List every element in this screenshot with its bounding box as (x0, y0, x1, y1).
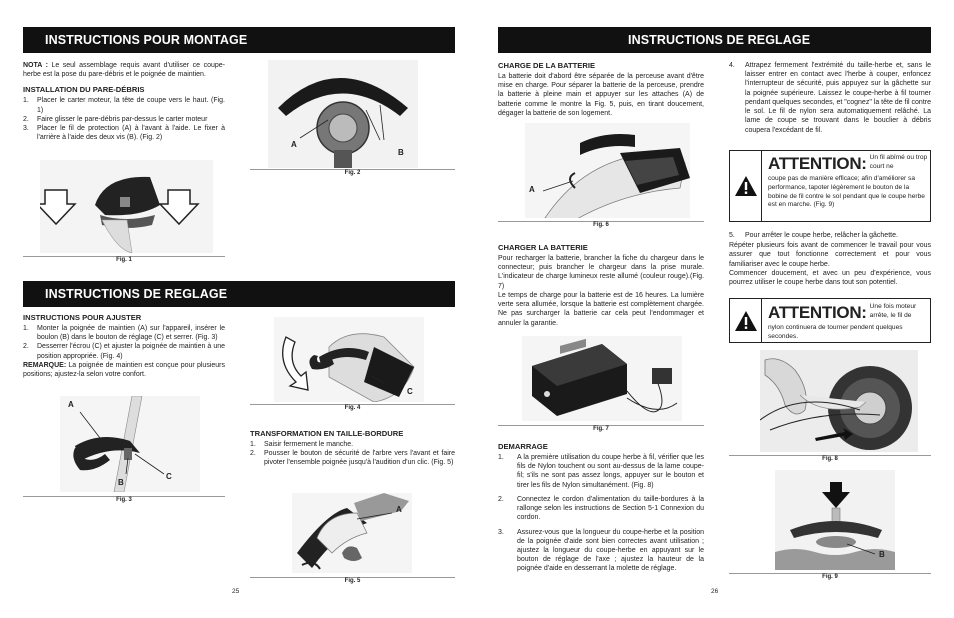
transformation-step: 1. Saisir fermement le manche. (250, 440, 354, 448)
charger-paragraph-2: Le temps de charge pour la batterie est de 16 heures. La lumière verte sera allumée, lorsque la batterie est complètement chargée. Ne pas surcharger la batterie car cela peut l'endommager et annuler la garantie. (498, 291, 704, 327)
attention-box-1 (729, 150, 931, 222)
ajuster-step: 2. Desserrer l'écrou (C) et ajuster la poignée de maintien à une position appropriée. (Fig. 4) (23, 343, 225, 360)
attention-1-word: ATTENTION: (768, 154, 867, 173)
charger-heading: CHARGER LA BATTERIE (498, 243, 588, 252)
fig9-caption: Fig. 9 (822, 574, 838, 580)
installation-heading: INSTALLATION DU PARE-DÉBRIS (23, 85, 145, 95)
ajuster-step: 1. Monter la poignée de maintien (A) sur l'appareil, insérer le boulon (B) dans le bouton de réglage (C) et serrer. (Fig. 3) (23, 324, 225, 342)
fig4-illustration (274, 317, 424, 402)
transformation-steps (250, 440, 455, 468)
attention-box-2-header (768, 302, 928, 324)
demarrage-steps (498, 453, 704, 574)
installation-step: 1. Placer le carter moteur, la tête de coupe vers le haut. (Fig. 1) (23, 97, 225, 114)
banner-montage-title: INSTRUCTIONS POUR MONTAGE (45, 33, 248, 47)
fig2-caption: Fig. 2 (344, 170, 361, 176)
warning-triangle-icon (734, 310, 758, 332)
fig6-label-a: A (529, 185, 535, 194)
nota-text: Le seul assemblage requis avant d'utiliser ce coupe-herbe est la pose du pare-débris et le poignée de maintien. (23, 62, 226, 79)
fig6-illustration (525, 123, 690, 218)
banner-reglage-left (23, 281, 455, 307)
ajuster-steps (23, 324, 225, 361)
warning-triangle-icon (734, 175, 758, 197)
step5-item: 5. Pour arrêter le coupe herbe, relâcher la gâchette. (729, 232, 898, 239)
fig9-label-b: B (879, 550, 885, 559)
step4-block (729, 61, 931, 135)
banner-reglage-right-title: INSTRUCTIONS DE REGLAGE (628, 33, 811, 47)
fig4-label-c: C (407, 387, 413, 396)
commencer-paragraph: Commencer doucement, et avec un peu d'expérience, vous pourrez utiliser le coupe herbe dans tout son potentiel. (729, 269, 931, 287)
fig6-caption: Fig. 6 (593, 222, 609, 228)
attention-box-2 (729, 298, 931, 343)
fig8-illustration (760, 350, 918, 452)
remarque-label: REMARQUE: (23, 361, 67, 369)
fig5-label-a: A (396, 505, 402, 514)
demarrage-heading: DEMARRAGE (498, 442, 548, 451)
demarrage-text-column (498, 442, 704, 574)
demarrage-step: 3. Assurez-vous que la longueur du coupe-herbe et la position de la poignée d'aide sont bien correctes avant utilisation ; ajustez la longueur du coupe-herbe en appuyant sur le bouton de réglage de l'axe ; ajustez la hauteur de la poignée d'aide en desserrant la molette de réglage. (498, 528, 704, 573)
fig7-caption: Fig. 7 (593, 426, 609, 432)
ajuster-text-column (23, 313, 225, 379)
installation-steps (23, 96, 225, 142)
fig9-illustration (775, 470, 895, 570)
remarque-text: La poignée de maintien est conçue pour plusieurs positions; ajustez-la selon votre confort. (23, 361, 225, 379)
ajuster-heading: INSTRUCTIONS POUR AJUSTER (23, 313, 142, 322)
montage-text-column (23, 61, 225, 143)
banner-montage (23, 27, 455, 53)
charge-paragraph: La batterie doit d'abord être séparée de la perceuse avant d'être mise en charge. Pour séparer la batterie de la perceuse, prendre la batterie à pleine main et appuyer sur les attaches (A) de batterie comme le montre la Fig. 5, puis, en tirant doucement, dégager la batterie de son logement. (498, 72, 704, 117)
fig4-caption: Fig. 4 (344, 405, 361, 411)
charger-text-column (498, 243, 704, 328)
demarrage-step: 1. A la première utilisation du coupe herbe à fil, vérifier que les fils de Nylon touchent ou sont au-dessus de la lame coupe-fil; s'ils ne sont pas assez longs, appuyer sur le bouton et tirer les fils de Nylon simultanément. (Fig. 8) (498, 453, 704, 489)
attention-box-1-icon-cell (730, 151, 762, 221)
attention-2-word: ATTENTION: (768, 303, 867, 322)
charge-text-column (498, 61, 704, 118)
transformation-text-column (250, 429, 455, 468)
attention-box-1-header (768, 153, 928, 175)
fig3-caption: Fig. 3 (116, 497, 132, 503)
left-page-number: 25 (232, 588, 240, 595)
fig3-label-c: C (166, 472, 172, 481)
remarque-paragraph (23, 361, 225, 379)
fig7-illustration (522, 336, 682, 421)
fig8-caption: Fig. 8 (822, 456, 838, 462)
fig3-illustration (60, 396, 200, 492)
attention-box-2-content (768, 302, 928, 342)
repeter-paragraph: Répéter plusieurs fois avant de commencer le travail pour vous assurer que tout fonctionne correctement et pour vous familiariser avec le coupe herbe. (729, 242, 931, 268)
attention-1-rest: coupe pas de manière efficace; afin d'améliorer sa performance, tapoter légèrement le bouton de la bobine de fil contre le sol pendant que le coupe herbe est en marche. (Fig. 9) (768, 175, 925, 209)
attention-1-inline: Un fil abîmé ou trop court ne (869, 154, 928, 170)
charger-paragraph-1: Pour recharger la batterie, brancher la fiche du chargeur dans le connecteur; puis brancher le chargeur dans la prise murale. L'indicateur de charge lumineux reste allumé (couleur rouge).(Fig. 7) (498, 254, 704, 290)
attention-box-2-icon-cell (730, 299, 762, 342)
banner-reglage-left-title: INSTRUCTIONS DE REGLAGE (45, 287, 228, 301)
demarrage-step: 2. Connectez le cordon d'alimentation du taille-bordures à la rallonge selon les instructions de Section 5-1 Connexion du cordon. (498, 495, 704, 522)
step5-list (729, 231, 931, 240)
step5-block (729, 231, 931, 287)
step4-item: 4. Attrapez fermement l'extrémité du taille-herbe et, sans le laisser entrer en contact avec l'herbe à couper, enfoncez l'interrupteur de sécurité, puis appuyez sur la gâchette sur la poignée supérieure. Laissez le coupe-herbe à fil tourner pendant quelques secondes, et "cognez" la tête de fil contre le sol. Le fil de nylon sera automatiquement relâché. La lame de coupe se trouvant dans le bouclier à débris coupera l'excédant de fil. (729, 62, 931, 134)
attention-2-inline: Une fois moteur arrête, le fil de (869, 303, 917, 319)
fig2-label-a: A (291, 140, 297, 149)
fig5-illustration (292, 493, 412, 573)
fig3-label-a: A (68, 400, 74, 409)
attention-2-rest: nylon continuera de tourner pendent quelques secondes. (768, 324, 903, 340)
right-page-number: 26 (711, 588, 719, 595)
charge-heading: CHARGE DE LA BATTERIE (498, 61, 596, 70)
nota-paragraph (23, 61, 225, 79)
fig1-caption: Fig. 1 (116, 257, 132, 263)
fig5-caption: Fig. 5 (344, 578, 361, 584)
transformation-heading: TRANSFORMATION EN TAILLE-BORDURE (250, 429, 404, 438)
attention-box-1-content (768, 153, 928, 210)
installation-step: 3. Placer le fil de protection (A) à l'avant à l'aide. Le fixer à l'arrière à l'aide des deux vis (B). (Fig. 2) (23, 125, 225, 142)
fig1-illustration (40, 160, 213, 253)
step4-list (729, 61, 931, 135)
transformation-step: 2. Pousser le bouton de sécurité de l'arbre vers l'avant et faire pivoter l'ensemble poignée jusqu'à l'audition d'un clic. (Fig. 5) (250, 450, 455, 467)
fig2-label-b: B (398, 148, 404, 157)
fig2-illustration (268, 60, 418, 168)
installation-step: 2. Faire glisser le pare-débris par-dessus le carter moteur (23, 115, 208, 123)
fig3-label-b: B (118, 478, 124, 487)
banner-reglage-right (498, 27, 931, 53)
nota-label: NOTA : (23, 62, 48, 69)
